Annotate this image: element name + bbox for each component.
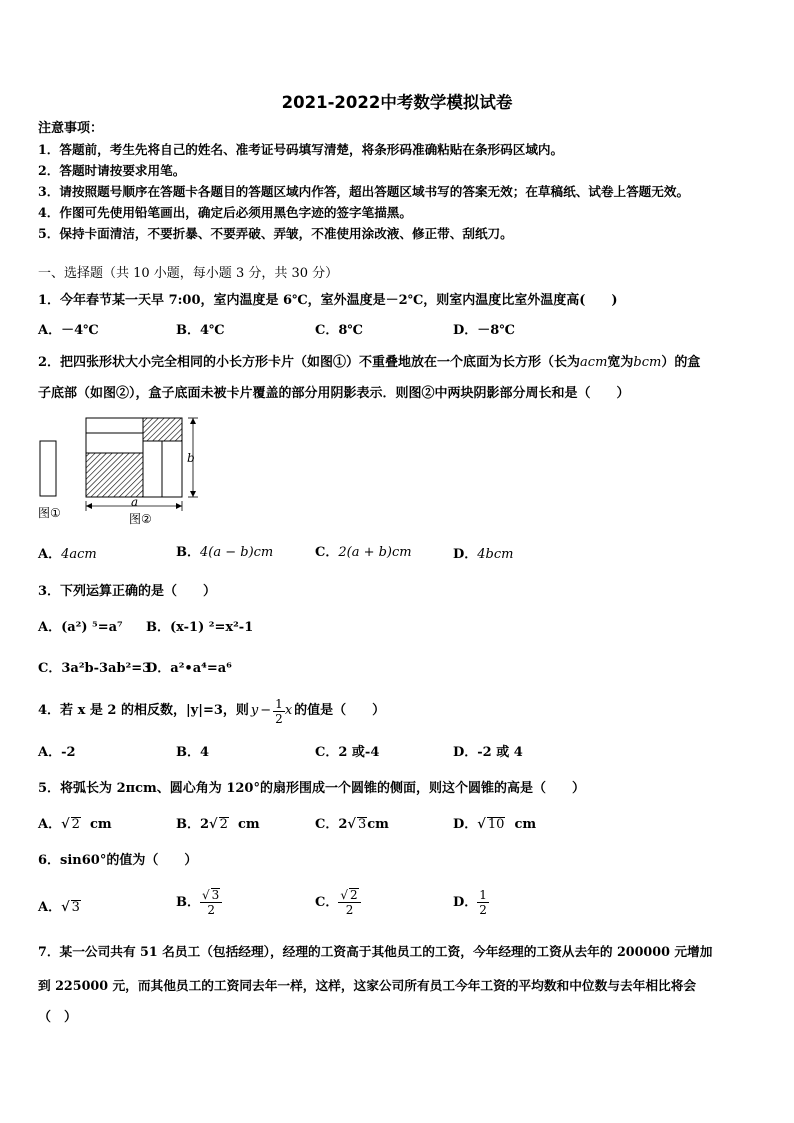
fig2-card [86,433,143,453]
q2-var-bcm: bcm [633,355,662,370]
q4-option-a: A．-2 [38,745,76,760]
q2-option-d-expr: 4bcm [477,547,514,562]
dim-arrow [190,418,196,424]
q6-option-b: B． $\frac{√ 3}{2}$ [176,888,222,917]
q6-option-d: D． $\frac{1}{2}$ [453,888,487,917]
q7-stem-line2: 到 225000 元，而其他员工的工资同去年一样，这样，这家公司所有员工今年工资的平均数和中位数与去年相比将会 [38,978,697,993]
q2-option-b: B．4(a − b)cm [176,545,274,560]
q4-option-c: C．2 或-4 [315,745,380,760]
q4-stem: 4．若 x 是 2 的相反数，|y|=3，则 y − $\frac{1}{2}$ x 的值是（ ） [38,696,386,726]
fig1-card [40,441,56,496]
q6-option-c: C． $\frac{√ 2}{2}$ [315,888,361,917]
q5-option-a: A．√ 2 cm [38,817,112,832]
q7-stem-line3: （ ） [38,1010,78,1025]
q4-option-b: B．4 [176,745,210,760]
q2-stem-line2: 子底部（如图②），盒子底面未被卡片覆盖的部分用阴影表示．则图②中两块阴影部分周长和是（ ） [38,386,630,401]
q1-stem: 1．今年春节某一天早 7:00，室内温度是 6℃，室外温度是－2℃，则室内温度比室外温度高( ) [38,293,618,308]
q2-figure [36,410,216,530]
note-item: 4．作图可先使用铅笔画出，确定后必须用黑色字迹的签字笔描黑。 [38,205,412,220]
q2-option-b-expr: 4(a − b)cm [200,545,274,560]
q3-option-b: B．(x-1) ²=x²-1 [146,620,254,635]
q6-option-a: A．√ 3 [38,900,80,915]
fig1-label: 图① [38,506,61,520]
q1-option-d: D．－8℃ [453,323,515,338]
q4-option-d: D．-2 或 4 [453,745,523,760]
q1-option-a: A．－4℃ [38,323,99,338]
q7-stem-line1: 7．某一公司共有 51 名员工（包括经理），经理的工资高于其他员工的工资，今年经理的工资从去年的 200000 元增加 [38,944,713,959]
notes-heading: 注意事项： [38,121,104,136]
q4-var-x: x [284,703,293,718]
q1-option-b: B．4℃ [176,323,225,338]
q3-option-a: A．(a²) ⁵=a⁷ [38,620,123,635]
q3-option-c: C．3a²b-3ab²=3 [38,661,152,676]
dim-arrow [176,503,182,509]
q2-stem-line1 [38,355,700,371]
fig2-card [143,441,162,497]
q5-stem: 5．将弧长为 2πcm、圆心角为 120°的扇形围成一个圆锥的侧面，则这个圆锥的高是（ ） [38,781,585,796]
q2-option-c-expr: 2(a + b)cm [338,545,412,560]
q2-stem-part: ）的盒 [661,355,701,370]
dim-arrow [86,503,92,509]
q2-stem-part: 2．把四张形状大小完全相同的小长方形卡片（如图①）不重叠地放在一个底面为长方形（长为 [38,355,581,370]
note-item: 1．答题前，考生先将自己的姓名、准考证号码填写清楚，将条形码准确粘贴在条形码区域内。 [38,142,564,157]
dim-arrow [190,491,196,497]
fig2-card [162,441,182,497]
q1-option-c: C．8℃ [315,323,363,338]
q4-var-y: y [250,703,259,718]
note-item: 5．保持卡面清洁，不要折暴、不要弄破、弄皱，不准使用涂改液、修正带、刮纸刀。 [38,226,513,241]
note-item: 2．答题时请按要求用笔。 [38,163,186,178]
fig2-card [86,418,143,433]
q3-option-d: D．a²•a⁴=a⁶ [146,661,232,676]
dim-b-label: b [187,451,195,465]
q2-option-a: A．4acm [38,547,97,562]
fig2-label: 图② [129,512,152,526]
note-item: 3．请按照题号顺序在答题卡各题目的答题区域内作答，超出答题区域书写的答案无效；在草稿纸、试卷上答题无效。 [38,184,690,199]
q4-fraction: $\frac{1}{2}$ [275,696,283,726]
q5-option-d: D．√ 10 cm [453,817,537,832]
q5-option-b: B．2√ 2 cm [176,817,260,832]
q4-minus: − [260,703,272,718]
q5-option-c: C．2√ 3cm [315,817,389,832]
q2-option-c: C．2(a + b)cm [315,545,412,560]
q2-option-d: D．4bcm [453,547,514,562]
dim-a-label: a [131,495,139,509]
q2-stem-part: 宽为 [607,355,634,370]
page-title: 2021-2022中考数学模拟试卷 [281,93,513,112]
section-heading: 一、选择题（共 10 小题，每小题 3 分，共 30 分） [38,266,339,281]
q3-stem: 3．下列运算正确的是（ ） [38,584,217,599]
fig2-shaded-region [143,418,182,441]
q2-var-acm: acm [580,355,608,370]
q2-option-a-expr: 4acm [61,547,97,562]
q6-stem: 6．sin60°的值为（ ） [38,853,198,868]
fig2-shaded-region [86,453,143,497]
